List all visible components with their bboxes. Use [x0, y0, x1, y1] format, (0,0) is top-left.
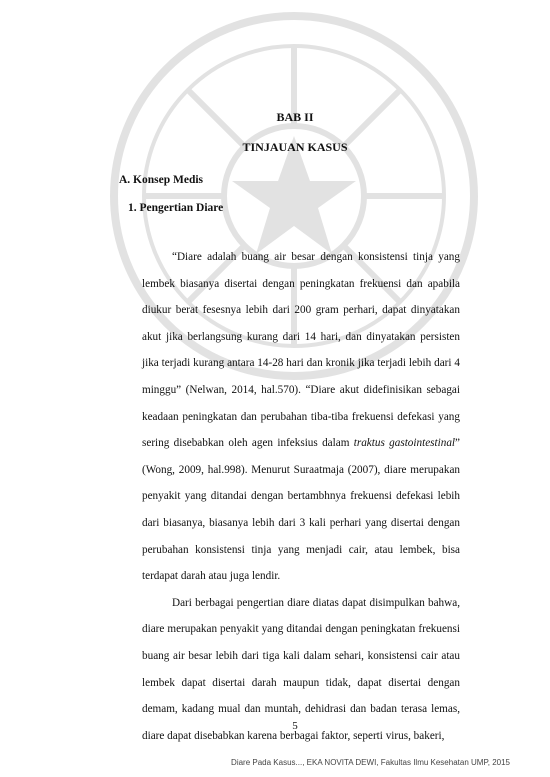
chapter-heading: BAB II [276, 110, 314, 124]
italic-term: traktus gastointestinal [353, 437, 456, 450]
page-footer: Diare Pada Kasus..., EKA NOVITA DEWI, Fakultas Ilmu Kesehatan UMP, 2015 [231, 758, 510, 767]
chapter-title: TINJAUAN KASUS [242, 140, 348, 154]
body-text [142, 244, 460, 749]
paragraph-1: “Diare adalah buang air besar dengan konsistensi tinja yang lembek biasanya disertai dengan peningkatan frekuensi dan apabila diukur berat fesesnya lebih dari 200 gram perhari, dapat dinyatakan akut jika berlangsung kurang dari 14 hari, dan dinyatakan persisten jika terjadi kurang antara 14-28 hari dan kronik jika terjadi lebih dari 4 minggu” (Nelwan, 2014, hal.570). “Diare akut didefinisikan sebagai keadaan peningkatan dan perubahan tiba-tiba frekuensi defekasi yang sering disebabkan oleh agen infeksius dalam traktus gastointestinal” (Wong, 2009, hal.998). Menurut Suraatmaja (2007), diare merupakan penyakit yang ditandai dengan bertambhnya frekuensi defekasi lebih dari biasanya, biasanya lebih dari 3 kali perhari yang disertai dengan perubahan konsistensi tinja yang menjadi cair, atau lembek, bisa terdapat darah atau juga lendir. [142, 251, 461, 583]
page-number: 5 [292, 720, 298, 732]
section-heading: A. Konsep Medis [119, 174, 204, 186]
paragraph-2: Dari berbagai pengertian diare diatas dapat disimpulkan bahwa, diare merupakan penyakit yang ditandai dengan peningkatan frekuensi buang air besar lebih dari tiga kali dalam sehari, konsistensi cair atau lembek dapat disertai darah maupun tidak, dapat disertai dengan demam, kadang mual dan muntah, dehidrasi dan badan terasa lemas, diare dapat disebabkan karena berbagai faktor, seperti virus, bakeri, [142, 596, 460, 742]
subsection-heading: 1. Pengertian Diare [128, 202, 224, 214]
